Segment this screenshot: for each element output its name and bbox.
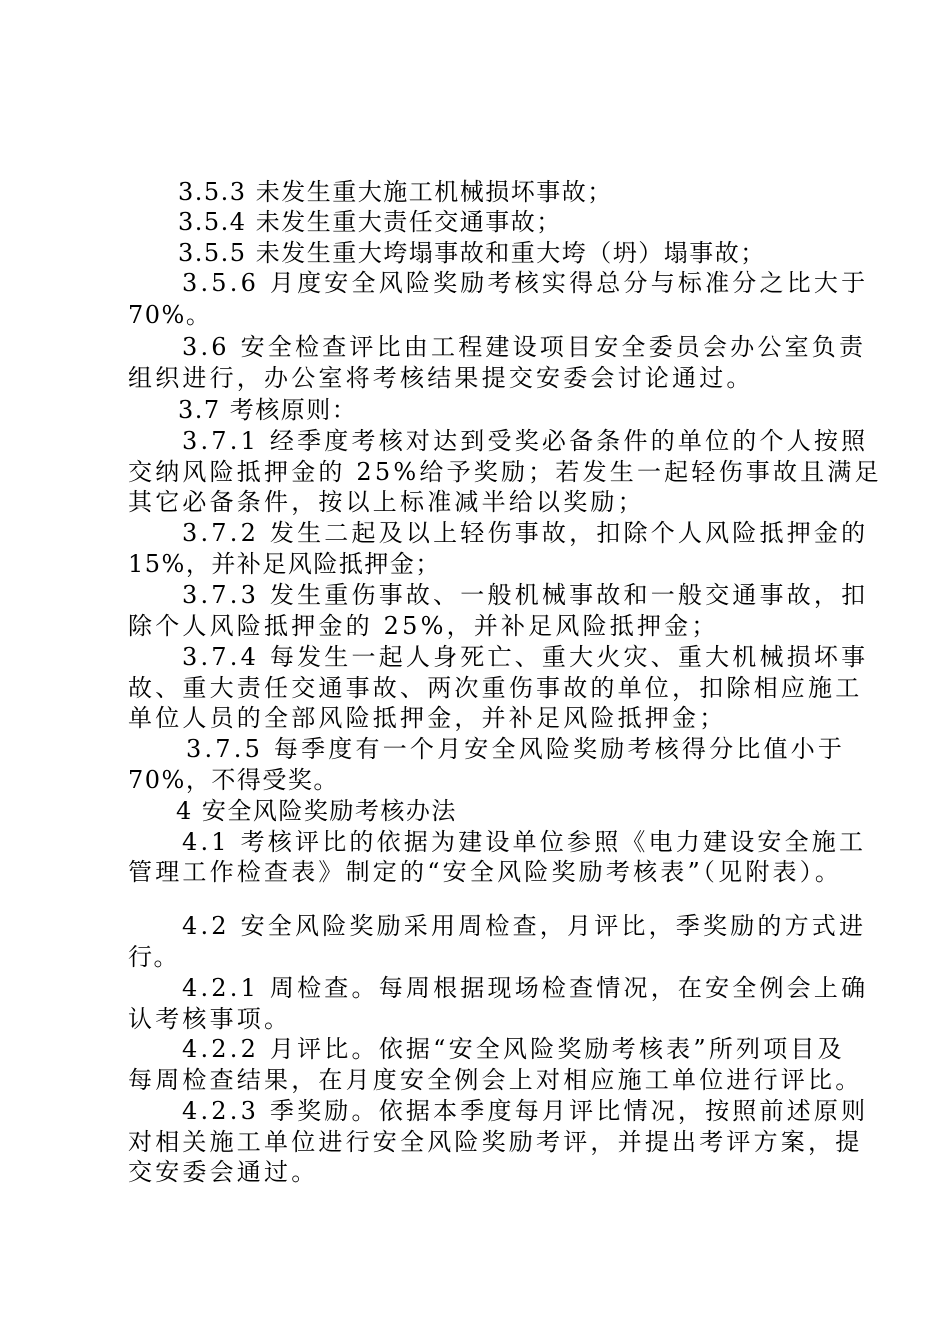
clause-3-7-2-line-2: 15%，并补足风险抵押金； xyxy=(128,550,441,578)
clause-3-7-1-line-2: 交纳风险抵押金的 25%给予奖励；若发生一起轻伤事故且满足 xyxy=(128,458,882,486)
clause-3-5-6-line-1: 3.5.6 月度安全风险奖励考核实得总分与标准分之比大于 xyxy=(182,269,869,297)
clause-4-1-line-2: 管理工作检查表》制定的“安全风险奖励考核表”（见附表）。 xyxy=(128,858,843,886)
clause-3-7-4-line-1: 3.7.4 每发生一起人身死亡、重大火灾、重大机械损坏事 xyxy=(182,643,869,671)
clause-3-7-heading: 3.7 考核原则： xyxy=(178,396,358,424)
clause-3-7-1-line-3: 其它必备条件，按以上标准减半给以奖励； xyxy=(128,488,645,516)
clause-3-5-4: 3.5.4 未发生重大责任交通事故； xyxy=(178,208,562,236)
clause-4-1-line-1: 4.1 考核评比的依据为建设单位参照《电力建设安全施工 xyxy=(182,828,867,856)
clause-3-5-6-line-2: 70%。 xyxy=(128,301,212,329)
clause-4-2-3-line-3: 交安委会通过。 xyxy=(128,1158,319,1186)
clause-4-2-2-line-2: 每周检查结果，在月度安全例会上对相应施工单位进行评比。 xyxy=(128,1066,863,1094)
clause-3-7-3-line-2: 除个人风险抵押金的 25%，并补足风险抵押金； xyxy=(128,612,719,640)
clause-4-2-1-line-1: 4.2.1 周检查。每周根据现场检查情况，在安全例会上确 xyxy=(182,974,869,1002)
clause-3-7-2-line-1: 3.7.2 发生二起及以上轻伤事故，扣除个人风险抵押金的 xyxy=(182,519,869,547)
clause-4-2-3-line-1: 4.2.3 季奖励。依据本季度每月评比情况，按照前述原则 xyxy=(182,1097,869,1125)
section-4-heading: 4 安全风险奖励考核办法 xyxy=(176,797,457,825)
clause-3-7-3-line-1: 3.7.3 发生重伤事故、一般机械事故和一般交通事故，扣 xyxy=(182,581,869,609)
clause-4-2-2-line-1: 4.2.2 月评比。依据“安全风险奖励考核表”所列项目及 xyxy=(182,1035,845,1063)
clause-3-6-line-1: 3.6 安全检查评比由工程建设项目安全委员会办公室负责 xyxy=(182,333,867,361)
clause-4-2-line-1: 4.2 安全风险奖励采用周检查，月评比，季奖励的方式进 xyxy=(182,912,867,940)
clause-3-7-1-line-1: 3.7.1 经季度考核对达到受奖必备条件的单位的个人按照 xyxy=(182,427,869,455)
clause-3-6-line-2: 组织进行，办公室将考核结果提交安委会讨论通过。 xyxy=(128,364,754,392)
clause-4-2-line-2: 行。 xyxy=(128,943,179,971)
clause-3-7-4-line-3: 单位人员的全部风险抵押金，并补足风险抵押金； xyxy=(128,704,727,732)
clause-3-7-4-line-2: 故、重大责任交通事故、两次重伤事故的单位，扣除相应施工 xyxy=(128,674,863,702)
clause-4-2-1-line-2: 认考核事项。 xyxy=(128,1005,292,1033)
clause-4-2-3-line-2: 对相关施工单位进行安全风险奖励考评，并提出考评方案，提 xyxy=(128,1128,863,1156)
clause-3-5-5: 3.5.5 未发生重大垮塌事故和重大垮（坍）塌事故； xyxy=(178,239,766,267)
clause-3-7-5-line-2: 70%，不得受奖。 xyxy=(128,766,339,794)
clause-3-5-3: 3.5.3 未发生重大施工机械损坏事故； xyxy=(178,178,613,206)
clause-3-7-5-line-1: 3.7.5 每季度有一个月安全风险奖励考核得分比值小于 xyxy=(186,735,846,763)
